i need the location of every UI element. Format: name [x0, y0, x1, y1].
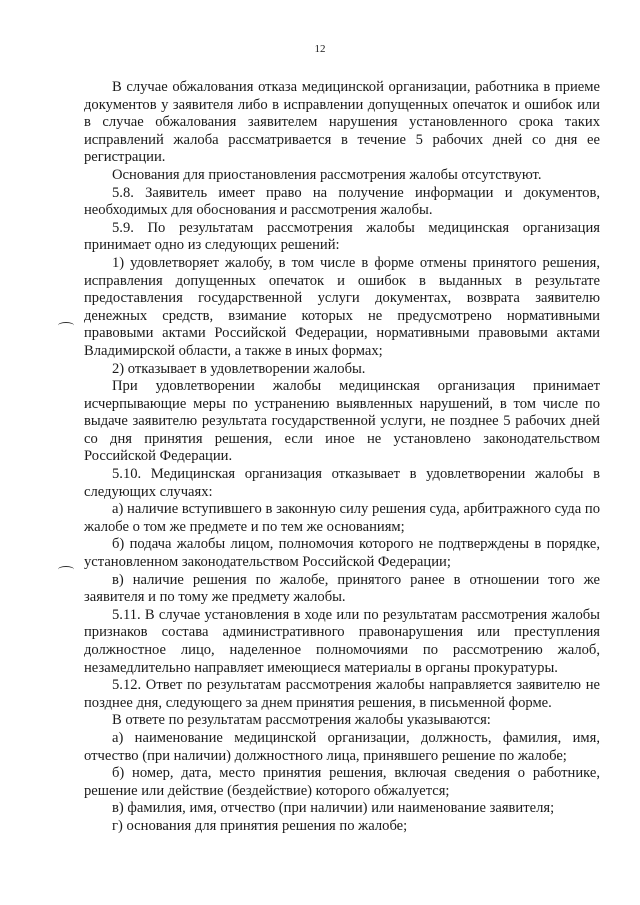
paragraph: 1) удовлетворяет жалобу, в том числе в форме отмены принятого решения, исправления допущенных опечаток и ошибок в выданных в результате предоставления государственной услуги документах, возврата заявителю денежных средств, взимание которых не предусмотрено нормативными правовыми актами Российской Федерации, нормативными правовыми актами Владимирской области, а также в иных формах; [84, 254, 600, 359]
paragraph: 5.11. В случае установления в ходе или по результатам рассмотрения жалобы признаков состава административного правонарушения или преступления должностное лицо, наделенное полномочиями по рассмотрению жалоб, незамедлительно направляет имеющиеся материалы в органы прокуратуры. [84, 606, 600, 676]
paragraph: 5.9. По результатам рассмотрения жалобы медицинская организация принимает одно из следующих решений: [84, 219, 600, 254]
paragraph: 2) отказывает в удовлетворении жалобы. [112, 360, 366, 377]
paragraph: 5.12. Ответ по результатам рассмотрения жалобы направляется заявителю не позднее дня, следующего за днем принятия решения, в письменной форме. [84, 677, 600, 711]
margin-mark [58, 322, 74, 329]
paragraph: в) фамилия, имя, отчество (при наличии) или наименование заявителя; [112, 800, 555, 817]
paragraph: 5.10. Медицинская организация отказывает в удовлетворении жалобы в следующих случаях: [84, 466, 600, 500]
paragraph: г) основания для принятия решения по жалобе; [112, 817, 408, 834]
paragraph: б) номер, дата, место принятия решения, включая сведения о работнике, решение или действие (бездействие) которого обжалуется; [84, 765, 600, 799]
paragraph: В случае обжалования отказа медицинской организации, работника в приеме документов у заявителя либо в исправлении допущенных опечаток и ошибок или в случае обжалования заявителем нарушения установленного срока таких исправлений жалоба рассматривается в течение 5 рабочих дней со дня ее регистрации. [84, 79, 600, 166]
paragraph: в) наличие решения по жалобе, принятого ранее в отношении того же заявителя и по тому же предмету жалобы. [84, 571, 600, 606]
paragraph: При удовлетворении жалобы медицинская организация принимает исчерпывающие меры по устранению выявленных нарушений, в том числе по выдаче заявителю результата государственной услуги, не позднее 5 рабочих дней со дня принятия решения, если иное не установлено законодательством Российской Федерации. [84, 378, 600, 465]
paragraph: б) подача жалобы лицом, полномочия которого не подтверждены в порядке, установленном законодательством Российской Федерации; [84, 536, 600, 571]
paragraph: а) наименование медицинской организации, должность, фамилия, имя, отчество (при наличии) должностного лица, принявшего решение по жалобе; [84, 729, 600, 764]
paragraph: Основания для приостановления рассмотрения жалобы отсутствуют. [112, 166, 542, 183]
paragraph: В ответе по результатам рассмотрения жалобы указываются: [112, 712, 491, 729]
margin-mark [58, 566, 74, 573]
paragraph: а) наличие вступившего в законную силу решения суда, арбитражного суда по жалобе о том же предмете и по тем же основаниям; [84, 501, 600, 535]
paragraph: 5.8. Заявитель имеет право на получение информации и документов, необходимых для обоснования и рассмотрения жалобы. [84, 184, 600, 219]
page-number: 12 [314, 43, 326, 55]
document-body [84, 79, 600, 836]
